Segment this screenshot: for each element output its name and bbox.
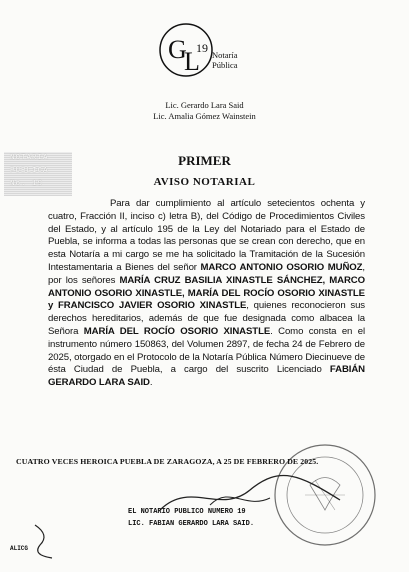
logo-line-notaria: Notaría [212, 50, 238, 60]
body-text-2: , por los señores [48, 261, 365, 286]
body-bold-4: FABIÁN GERARDO LARA SAID [48, 364, 365, 389]
logo-caption [212, 50, 238, 70]
body-bold-1: MARCO ANTONIO OSORIO MUÑOZ [200, 261, 363, 273]
body-text-3: , quienes reconocieron sus derechos hereditarios, además de que fue designada como albacea la Señora [48, 300, 366, 337]
body-text-5: . [149, 377, 153, 389]
body-text-4: . Como consta en el instrumento número 150863, del Volumen 2897, de fecha 24 de Febrero de 2025, otorgado en el Protocolo de la Notaría Pública Número Diecinueve de ésta Ciudad de Puebla, a cargo del suscrito Licenciado [48, 325, 365, 376]
stamp-line: PUBLICA [10, 167, 49, 175]
logo-g: G [168, 35, 187, 64]
header-lic-1: Lic. Gerardo Lara Said [165, 100, 244, 110]
body-bold-2: MARÍA CRUZ BASILIA XINASTLE SÁNCHEZ, MARCO ANTONIO OSORIO XINASTLE, MARÍA DEL ROCÍO OSORIO XINASTLE y FRANCISCO JAVIER OSORIO XINASTLE [48, 274, 365, 312]
title-primer: PRIMER [178, 153, 231, 168]
logo-l: L [184, 47, 200, 76]
place-date: CUATRO VECES HEROICA PUEBLA DE ZARAGOZA, A 25 DE FEBRERO DE 2025. [16, 457, 319, 466]
corner-code: ALICG [10, 545, 29, 552]
stamp-line: NOTARIA [10, 154, 49, 162]
body-bold-3: MARÍA DEL ROCÍO OSORIO XINASTLE [83, 325, 271, 337]
stamp-line: No. 19 [10, 180, 44, 188]
notice-body [48, 198, 365, 390]
signature-line-2: LIC. FABIAN GERARDO LARA SAID. [128, 520, 255, 528]
notary-logo [158, 20, 218, 82]
title-aviso: AVISO NOTARIAL [153, 176, 256, 188]
body-text-1: Para dar cumplimiento al artículo setecientos ochenta y cuatro, Fracción II, inciso c) letra B), del Código de Procedimientos Civiles del Estado, y al artículo 195 de la Ley del Notariado para el Estado de Puebla, se informa a todas las personas que se crean con derecho, que en esta Notaría a mi cargo se me ha solicitado la Tramitación de la Sucesión Intestamentaria a Bienes del señor [48, 198, 365, 273]
logo-number: 19 [196, 41, 208, 55]
header-lic-2: Lic. Amalia Gómez Wainstein [153, 111, 256, 121]
initials-scribble [30, 520, 60, 560]
logo-line-publica: Pública [212, 60, 238, 70]
signature-line-1: EL NOTARIO PUBLICO NUMERO 19 [128, 508, 246, 516]
